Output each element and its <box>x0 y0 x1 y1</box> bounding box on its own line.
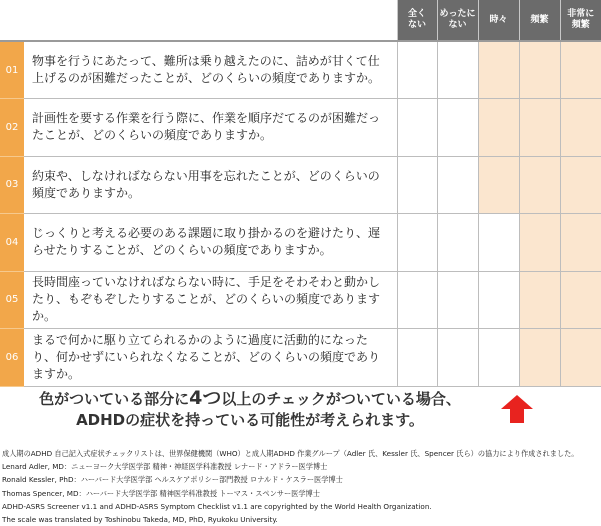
column-header-rarely: めったに ない <box>437 0 478 41</box>
question-number: 01 <box>0 41 24 99</box>
answer-cell[interactable] <box>478 271 519 329</box>
question-text: まるで何かに駆り立てられるかのように過度に活動的になったり、何かせずにいられなくなることが、どのくらいの頻度でありますか。 <box>24 329 397 387</box>
question-text: 計画性を要する作業を行う際に、作業を順序だてるのが困難だったことが、どのくらいの頻度でありますか。 <box>24 99 397 157</box>
credit-line: Thomas Spencer, MD：ハーバード大学医学部 精神医学科准教授 トーマス・スペンサー医学博士 <box>2 488 320 498</box>
question-number: 06 <box>0 329 24 387</box>
callout-pre: 色がついている部分に <box>39 390 190 408</box>
question-number: 02 <box>0 99 24 157</box>
answer-cell[interactable] <box>437 41 478 99</box>
question-number: 05 <box>0 271 24 329</box>
answer-cell[interactable] <box>397 214 437 272</box>
red-up-arrow-icon <box>500 394 534 424</box>
answer-cell[interactable] <box>437 156 478 214</box>
column-header-never: 全く ない <box>397 0 437 41</box>
credit-line: The scale was translated by Toshinobu Takeda, MD, PhD, Ryukoku University. <box>2 515 278 525</box>
question-row <box>0 214 601 272</box>
answer-cell[interactable] <box>478 214 519 272</box>
answer-cell-highlighted[interactable] <box>519 156 560 214</box>
credit-line: 成人期のADHD 自己記入式症状チェックリストは、世界保健機関（WHO）と成人期ADHD 作業グループ（Adler 氏、Kessler 氏、Spencer 氏ら）の協力により作成されました。 <box>2 449 579 458</box>
question-text: じっくりと考える必要のある課題に取り掛かるのを避けたり、遅らせたりすることが、どのくらいの頻度でありますか。 <box>24 214 397 272</box>
column-header-sometimes: 時々 <box>478 0 519 41</box>
answer-cell-highlighted[interactable] <box>519 329 560 387</box>
column-header-often: 頻繁 <box>519 0 560 41</box>
answer-cell-highlighted[interactable] <box>519 271 560 329</box>
callout-post: 以上のチェックがついている場合、 <box>221 390 461 408</box>
question-row <box>0 156 601 214</box>
answer-cell-highlighted[interactable] <box>560 156 601 214</box>
credit-line: Lenard Adler, MD：ニューヨーク大学医学部 精神・神経医学科准教授 レナード・アドラー医学博士 <box>2 462 328 472</box>
question-text: 物事を行うにあたって、難所は乗り越えたのに、詰めが甘くて仕上げるのが困難だったことが、どのくらいの頻度でありますか。 <box>24 41 397 99</box>
answer-cell[interactable] <box>437 214 478 272</box>
credits <box>2 447 600 526</box>
question-text: 約束や、しなければならない用事を忘れたことが、どのくらいの頻度でありますか。 <box>24 156 397 214</box>
callout-line-2: ADHDの症状を持っている可能性が考えられます。 <box>76 411 424 429</box>
answer-cell[interactable] <box>397 99 437 157</box>
answer-cell[interactable] <box>397 156 437 214</box>
question-number: 04 <box>0 214 24 272</box>
question-row <box>0 329 601 387</box>
result-callout <box>0 388 500 431</box>
credit-line: ADHD-ASRS Screener v1.1 and ADHD-ASRS Symptom Checklist v1.1 are copyrighted by the World Health Organization. <box>2 501 432 511</box>
answer-cell-highlighted[interactable] <box>478 41 519 99</box>
question-row <box>0 99 601 157</box>
question-row <box>0 271 601 329</box>
answer-cell[interactable] <box>437 99 478 157</box>
answer-cell-highlighted[interactable] <box>560 329 601 387</box>
credit-line: Ronald Kessler, PhD：ハーバード大学医学部 ヘルスケアポリシー部門教授 ロナルド・ケスラー医学博士 <box>2 475 343 485</box>
answer-cell[interactable] <box>397 271 437 329</box>
answer-cell-highlighted[interactable] <box>560 214 601 272</box>
answer-cell[interactable] <box>397 41 437 99</box>
question-number: 03 <box>0 156 24 214</box>
callout-line-1 <box>0 388 500 410</box>
answer-cell[interactable] <box>437 329 478 387</box>
answer-cell-highlighted[interactable] <box>478 99 519 157</box>
answer-cell[interactable] <box>478 329 519 387</box>
column-header-very-often: 非常に 頻繁 <box>560 0 601 41</box>
header-blank <box>0 0 397 41</box>
callout-emphasis: 4つ <box>189 387 222 409</box>
question-text: 長時間座っていなければならない時に、手足をそわそわと動かしたり、もぞもぞしたりすることが、どのくらいの頻度でありますか。 <box>24 271 397 329</box>
header-row <box>0 0 601 41</box>
answer-cell-highlighted[interactable] <box>560 99 601 157</box>
answer-cell-highlighted[interactable] <box>519 99 560 157</box>
answer-cell-highlighted[interactable] <box>478 156 519 214</box>
answer-cell[interactable] <box>397 329 437 387</box>
answer-cell-highlighted[interactable] <box>519 214 560 272</box>
answer-cell-highlighted[interactable] <box>519 41 560 99</box>
answer-cell-highlighted[interactable] <box>560 271 601 329</box>
question-row <box>0 41 601 99</box>
answer-cell-highlighted[interactable] <box>560 41 601 99</box>
answer-cell[interactable] <box>437 271 478 329</box>
